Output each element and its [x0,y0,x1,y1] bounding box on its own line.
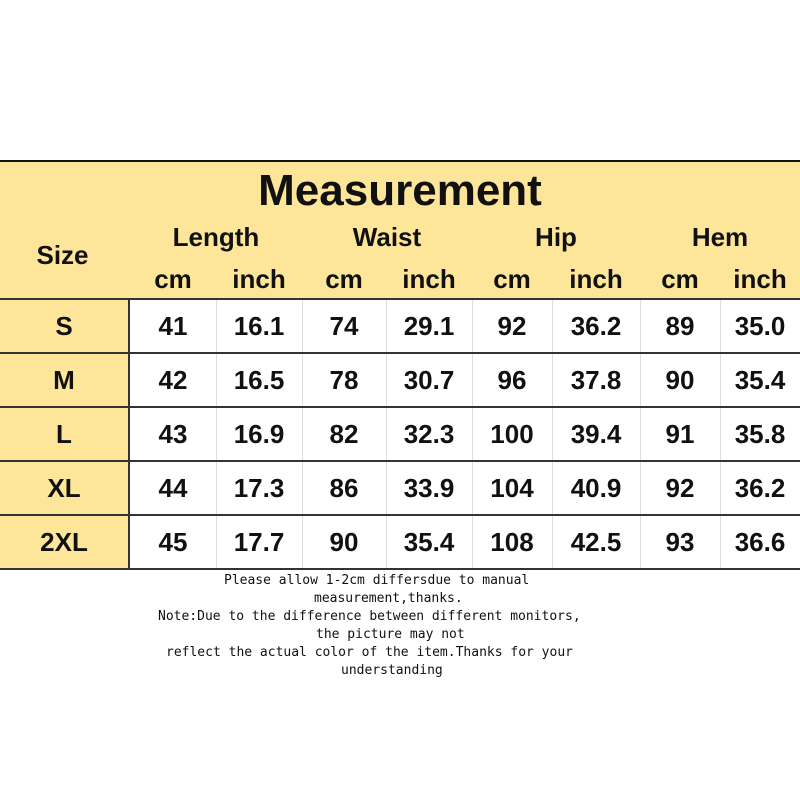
cell-divider [640,354,641,406]
value-cell: 40.9 [570,473,622,503]
unit-header: cm [493,264,531,294]
table-header [0,162,800,298]
cell-divider [720,300,721,352]
value-cell: 16.5 [233,365,285,395]
cell-divider [386,408,387,460]
value-cell: 33.9 [403,473,455,503]
value-cell: 17.3 [233,473,285,503]
table-row [0,298,800,352]
cell-divider [302,300,303,352]
cell-divider [472,462,473,514]
unit-header: inch [733,264,787,294]
value-cell: 108 [490,527,534,557]
value-cell: 39.4 [570,419,622,449]
value-cell: 17.7 [233,527,285,557]
cell-divider [720,408,721,460]
value-cell: 37.8 [570,365,622,395]
measurement-notes [0,568,800,680]
size-chart [0,160,800,678]
cell-divider [552,462,553,514]
value-cell: 45 [158,527,188,557]
size-cell: S [0,300,130,352]
value-cell: 16.1 [233,311,285,341]
group-header-waist: Waist [352,222,422,252]
size-cell: 2XL [0,516,130,568]
size-column-header: Size [36,240,89,270]
cell-divider [552,516,553,568]
cell-divider [640,408,641,460]
cell-divider [552,354,553,406]
cell-divider [640,516,641,568]
value-cell: 82 [329,419,359,449]
table-row [0,406,800,460]
cell-divider [302,516,303,568]
unit-header: cm [325,264,363,294]
value-cell: 42 [158,365,188,395]
size-cell: L [0,408,130,460]
value-cell: 92 [497,311,527,341]
value-cell: 90 [665,365,695,395]
value-cell: 91 [665,419,695,449]
value-cell: 90 [329,527,359,557]
value-cell: 96 [497,365,527,395]
value-cell: 43 [158,419,188,449]
group-header-length: Length [172,222,260,252]
cell-divider [640,300,641,352]
table-body [0,298,800,568]
group-header-hem: Hem [691,222,749,252]
cell-divider [472,354,473,406]
value-cell: 42.5 [570,527,622,557]
unit-header: inch [232,264,286,294]
cell-divider [386,516,387,568]
note-line: reflect the actual color of the item.Thanks for your [166,645,573,660]
cell-divider [552,408,553,460]
cell-divider [720,354,721,406]
group-header-hip: Hip [535,222,577,252]
value-cell: 29.1 [403,311,455,341]
size-cell: M [0,354,130,406]
value-cell: 44 [158,473,188,503]
cell-divider [720,462,721,514]
unit-header: inch [402,264,456,294]
value-cell: 35.4 [403,527,455,557]
note-line: understanding [341,663,443,678]
table-row [0,460,800,514]
value-cell: 36.2 [570,311,622,341]
cell-divider [386,300,387,352]
size-cell: XL [0,462,130,514]
value-cell: 92 [665,473,695,503]
value-cell: 86 [329,473,359,503]
cell-divider [720,516,721,568]
chart-title: Measurement [258,166,542,215]
table-row [0,514,800,568]
value-cell: 36.2 [734,473,786,503]
cell-divider [472,516,473,568]
value-cell: 104 [490,473,534,503]
note-line: Note:Due to the difference between different monitors, [158,609,581,624]
unit-header: inch [569,264,623,294]
cell-divider [552,300,553,352]
unit-header: cm [661,264,699,294]
cell-divider [386,462,387,514]
note-line: measurement,thanks. [314,591,463,606]
cell-divider [472,408,473,460]
cell-divider [216,462,217,514]
table-row [0,352,800,406]
value-cell: 35.0 [734,311,786,341]
cell-divider [216,516,217,568]
cell-divider [302,408,303,460]
value-cell: 93 [665,527,695,557]
cell-divider [216,354,217,406]
value-cell: 35.8 [734,419,786,449]
note-line: Please allow 1-2cm differsdue to manual [224,573,530,588]
note-line: the picture may not [316,627,465,642]
value-cell: 100 [490,419,534,449]
value-cell: 36.6 [734,527,786,557]
cell-divider [302,462,303,514]
value-cell: 89 [665,311,695,341]
cell-divider [216,300,217,352]
value-cell: 78 [329,365,359,395]
value-cell: 30.7 [403,365,455,395]
cell-divider [472,300,473,352]
unit-header: cm [154,264,192,294]
value-cell: 35.4 [734,365,786,395]
cell-divider [386,354,387,406]
value-cell: 32.3 [403,419,455,449]
value-cell: 16.9 [233,419,285,449]
value-cell: 41 [158,311,188,341]
cell-divider [640,462,641,514]
cell-divider [216,408,217,460]
value-cell: 74 [329,311,359,341]
cell-divider [302,354,303,406]
